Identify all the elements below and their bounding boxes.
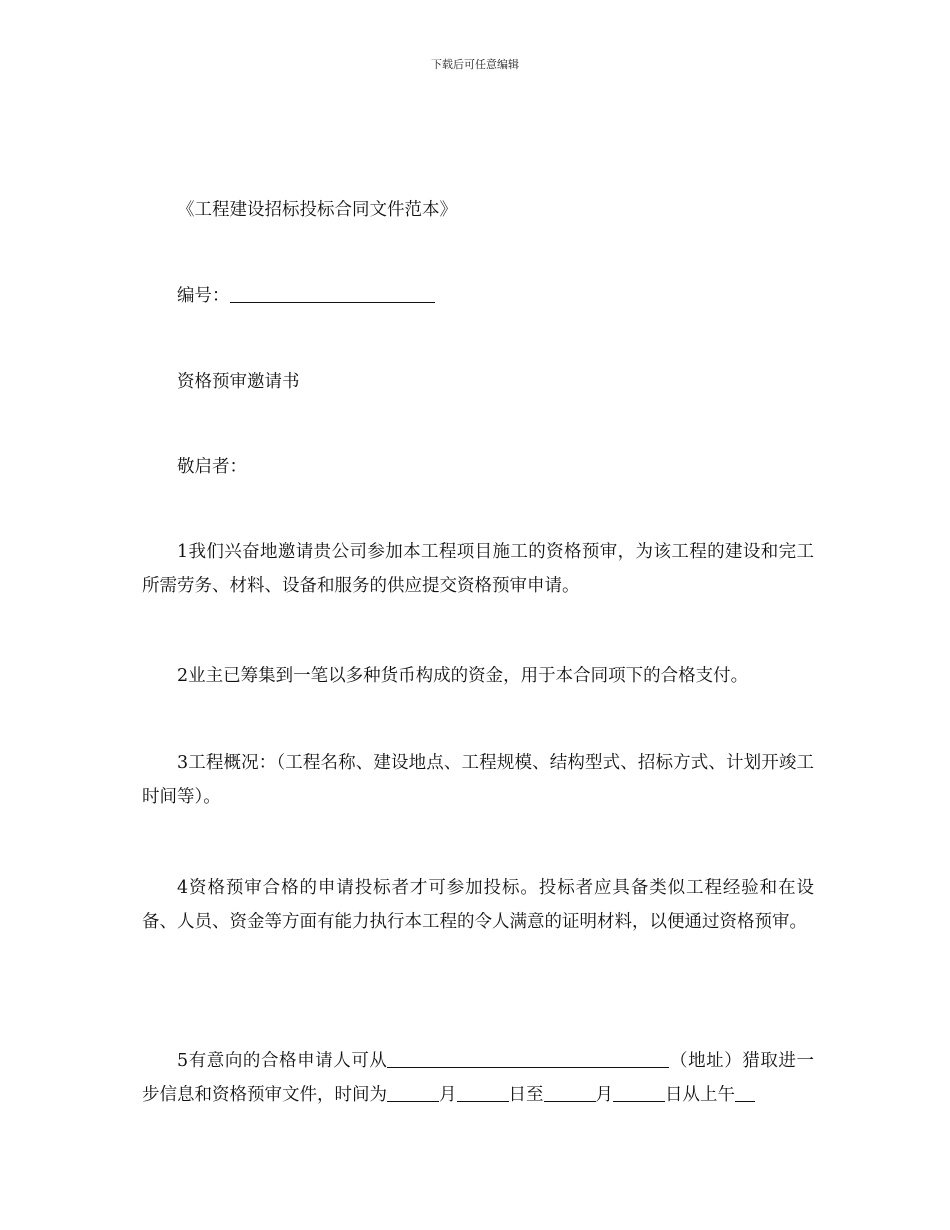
start-day-blank [457,1084,509,1103]
start-month-blank [387,1084,439,1103]
paragraph-1: 1我们兴奋地邀请贵公司参加本工程项目施工的资格预审，为该工程的建设和完工所需劳务、材料、设备和服务的供应提交资格预审申请。 [142,542,814,596]
paragraph-4: 4资格预审合格的申请投标者才可参加投标。投标者应具备类似工程经验和在设备、人员、资金等方面有能力执行本工程的令人满意的证明材料，以便通过资格预审。 [142,878,814,932]
serial-number-line [142,279,814,313]
paragraph-5 [142,1044,814,1112]
salutation: 敬启者： [177,457,247,477]
month-label-2: 月 [595,1085,613,1105]
paragraph-5-part-3: 日从上午 [665,1085,735,1105]
day-to-label: 日至 [508,1085,544,1105]
invitation-heading: 资格预审邀请书 [177,372,300,392]
paragraph-5-part-1: 5有意向的合格申请人可从 [177,1051,388,1071]
serial-number-label: 编号： [177,286,230,306]
end-month-blank [544,1084,596,1103]
address-blank [387,1050,669,1069]
month-label-1: 月 [439,1085,457,1105]
paragraph-5-part-2: （地址）猎取进一步信息和资格预审文件，时间为 [142,1051,814,1105]
page-header-note: 下载后可任意编辑 [431,58,519,71]
paragraph-3: 3工程概况：（工程名称、建设地点、工程规模、结构型式、招标方式、计划开竣工时间等）。 [142,753,814,807]
end-day-blank [613,1084,665,1103]
paragraph-2: 2业主已筹集到一笔以多种货币构成的资金，用于本合同项下的合格支付。 [177,666,749,686]
document-title: 《工程建设招标投标合同文件范本》 [177,200,457,220]
time-blank [735,1084,755,1103]
serial-number-blank [230,285,435,304]
